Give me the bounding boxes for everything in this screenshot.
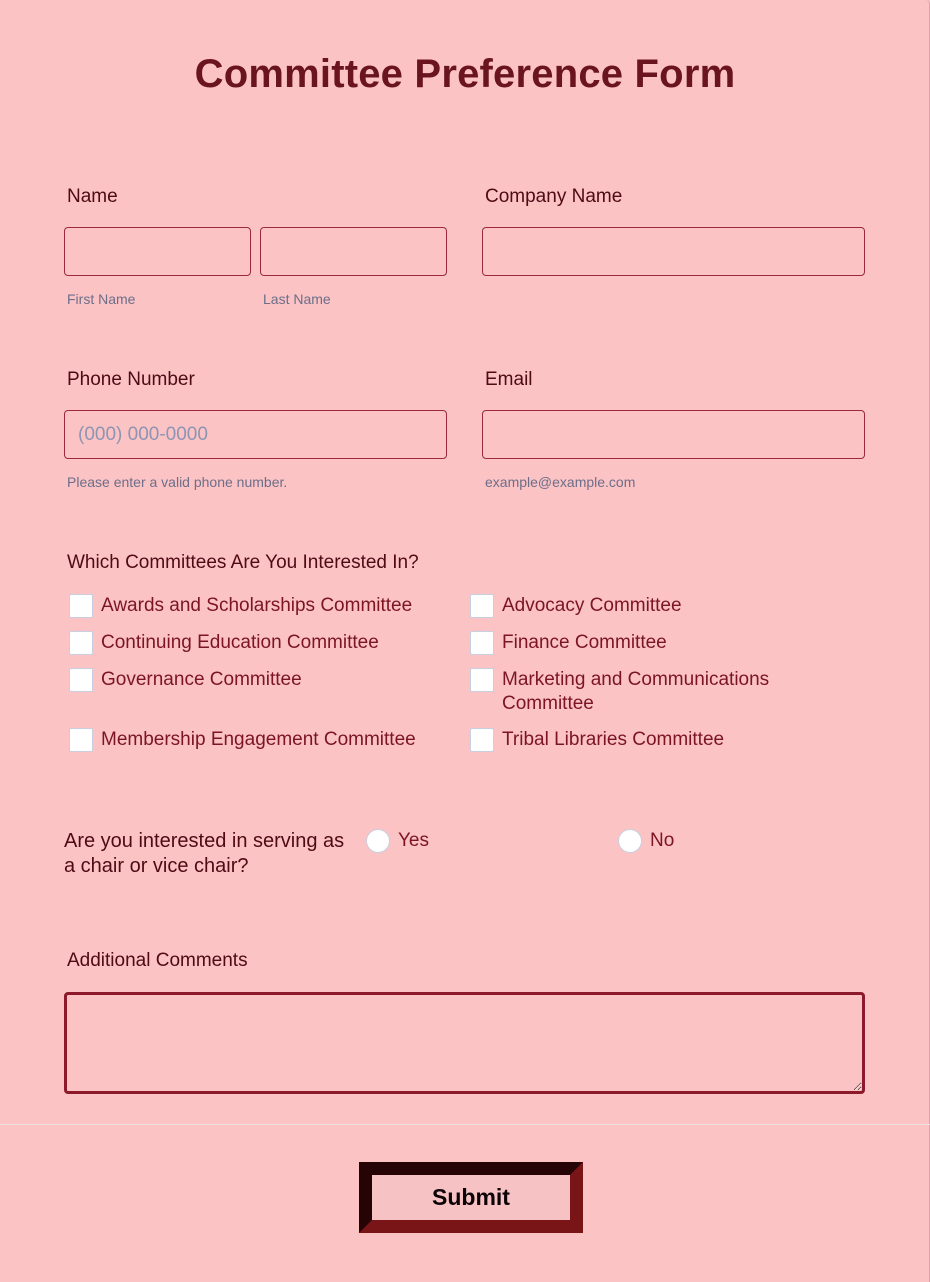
phone-number-sublabel: Please enter a valid phone number. — [67, 474, 288, 490]
committee-option-membership[interactable] — [69, 728, 449, 752]
email-label: Email — [485, 369, 533, 390]
radio-button[interactable] — [618, 829, 642, 853]
form-title: Committee Preference Form — [194, 52, 736, 96]
committee-option-marketing[interactable] — [470, 668, 790, 716]
name-label: Name — [67, 186, 118, 207]
committee-option-label: Continuing Education Committee — [101, 632, 379, 653]
committee-option-label: Advocacy Committee — [502, 595, 682, 616]
radio-option-label: Yes — [398, 830, 429, 851]
last-name-sublabel: Last Name — [263, 291, 331, 307]
last-name-input[interactable] — [260, 227, 447, 276]
checkbox[interactable] — [470, 668, 494, 692]
email-sublabel: example@example.com — [485, 474, 636, 490]
committee-option-label: Membership Engagement Committee — [101, 729, 416, 750]
committee-option-label: Tribal Libraries Committee — [502, 729, 725, 750]
first-name-input[interactable] — [64, 227, 251, 276]
checkbox[interactable] — [69, 631, 93, 655]
committee-option-advocacy[interactable] — [470, 594, 850, 618]
checkbox[interactable] — [69, 594, 93, 618]
phone-number-label: Phone Number — [67, 369, 195, 390]
company-name-input[interactable] — [482, 227, 865, 276]
additional-comments-label: Additional Comments — [67, 950, 248, 971]
committee-option-continuing-education[interactable] — [69, 631, 449, 655]
divider — [0, 1124, 930, 1125]
email-input[interactable] — [482, 410, 865, 459]
radio-option-no[interactable] — [618, 829, 674, 853]
submit-button[interactable]: Submit — [359, 1162, 583, 1233]
checkbox[interactable] — [470, 594, 494, 618]
additional-comments-textarea[interactable] — [64, 992, 865, 1094]
checkbox[interactable] — [69, 668, 93, 692]
checkbox[interactable] — [470, 728, 494, 752]
company-name-label: Company Name — [485, 186, 623, 207]
radio-button[interactable] — [366, 829, 390, 853]
committee-option-label: Marketing and Communications Committee — [502, 669, 770, 714]
committee-option-tribal-libraries[interactable] — [470, 728, 850, 752]
committees-label: Which Committees Are You Interested In? — [67, 552, 419, 573]
checkbox[interactable] — [69, 728, 93, 752]
committee-option-governance[interactable] — [69, 668, 449, 692]
committee-option-label: Finance Committee — [502, 632, 667, 653]
checkbox[interactable] — [470, 631, 494, 655]
committee-option-label: Governance Committee — [101, 669, 302, 690]
radio-option-yes[interactable] — [366, 829, 429, 853]
phone-number-input[interactable] — [64, 410, 447, 459]
committee-option-label: Awards and Scholarships Committee — [101, 595, 413, 616]
first-name-sublabel: First Name — [67, 291, 136, 307]
radio-option-label: No — [650, 830, 675, 851]
committee-option-awards[interactable] — [69, 594, 449, 618]
chair-question-label: Are you interested in serving as a chair or vice chair? — [64, 830, 345, 877]
committee-option-finance[interactable] — [470, 631, 850, 655]
